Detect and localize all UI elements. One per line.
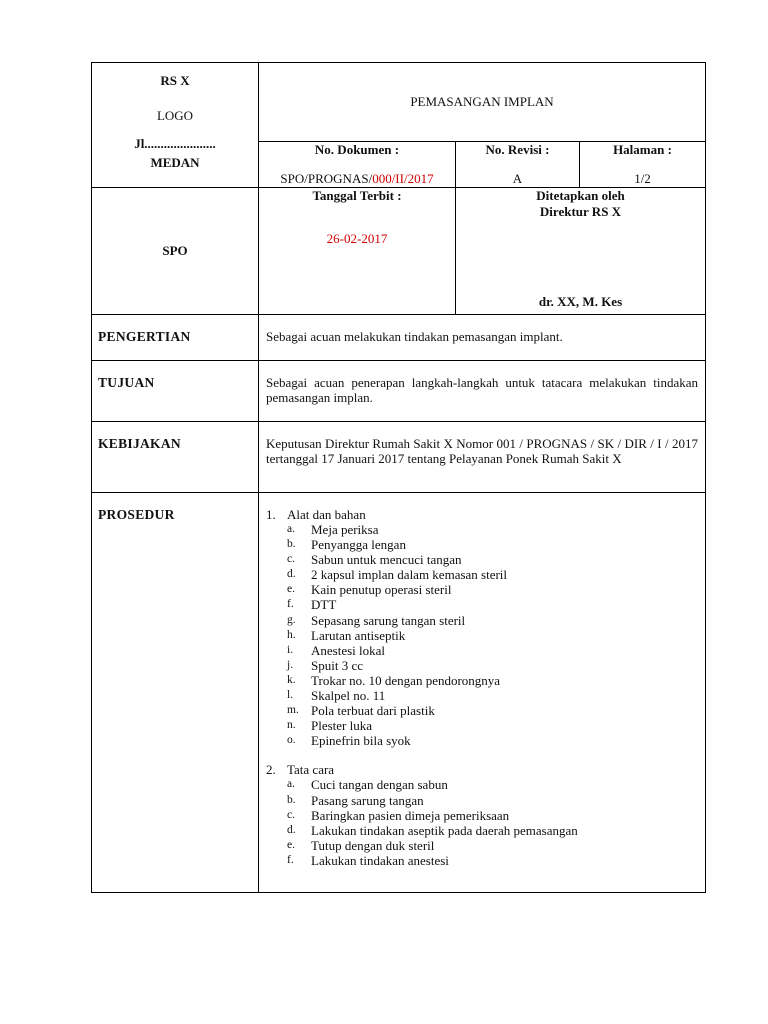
list-item: [287, 673, 698, 688]
item-letter: f.: [287, 853, 294, 866]
item-text: Lakukan tindakan aseptik pada daerah pemasangan: [311, 822, 578, 838]
item-letter: c.: [287, 553, 295, 566]
signer-name: dr. XX, M. Kes: [538, 294, 623, 309]
list-item: [287, 567, 698, 582]
item-letter: k.: [287, 673, 296, 686]
item-letter: d.: [287, 823, 296, 836]
issue-date-value: 26-02-2017: [326, 231, 388, 246]
item-letter: h.: [287, 628, 296, 641]
revision-label: No. Revisi :: [485, 142, 550, 157]
doc-number-cell: [259, 142, 456, 188]
item-text: Baringkan pasien dimeja pemeriksaan: [311, 807, 510, 823]
item-text: Plester luka: [311, 718, 373, 734]
list-item: [287, 537, 698, 552]
doc-number-label: No. Dokumen :: [314, 142, 400, 157]
item-text: Anestesi lokal: [311, 642, 386, 658]
item-text: Cuci tangan dengan sabun: [311, 777, 448, 793]
item-text: Pasang sarung tangan: [311, 792, 424, 808]
item-letter: g.: [287, 613, 296, 626]
list-item: [287, 823, 698, 838]
item-text: Larutan antiseptik: [311, 627, 406, 643]
item-text: DTT: [311, 597, 337, 613]
step-title: Alat dan bahan: [287, 507, 366, 522]
doc-number-value: [259, 171, 455, 187]
item-text: Kain penutup operasi steril: [311, 582, 452, 598]
hospital-city: MEDAN: [150, 155, 200, 170]
item-letter: e.: [287, 838, 295, 851]
list-item: [287, 703, 698, 718]
spo-table: [91, 62, 706, 893]
step-number: 1.: [266, 507, 276, 522]
item-text: Pola terbuat dari plastik: [311, 703, 435, 719]
item-letter: j.: [287, 658, 294, 671]
step-items: [287, 777, 698, 868]
approval-cell: [456, 188, 706, 315]
approver-title: Direktur RS X: [539, 204, 622, 219]
item-text: Sepasang sarung tangan steril: [311, 612, 466, 628]
item-letter: c.: [287, 808, 295, 821]
list-item: [287, 688, 698, 703]
procedure-step: [266, 762, 698, 868]
list-item: [287, 853, 698, 868]
item-text: Tutup dengan duk steril: [311, 837, 435, 853]
item-text: Meja periksa: [311, 522, 379, 537]
step-title: Tata cara: [287, 762, 335, 778]
item-letter: m.: [287, 704, 299, 717]
item-letter: i.: [287, 643, 294, 656]
tujuan-label: TUJUAN: [92, 361, 259, 422]
list-item: [287, 808, 698, 823]
title-cell: [259, 63, 706, 142]
hospital-name: RS X: [160, 73, 190, 88]
issue-date-cell: [259, 188, 456, 315]
list-item: [287, 718, 698, 733]
revision-cell: [456, 142, 580, 188]
page-value: 1/2: [634, 171, 651, 186]
spo-cell: [92, 188, 259, 315]
item-letter: o.: [287, 734, 296, 747]
approved-by: Ditetapkan oleh: [536, 188, 625, 203]
list-item: [287, 777, 698, 792]
procedure-step: [266, 507, 698, 762]
list-item: [287, 522, 698, 537]
item-text: Penyangga lengan: [311, 537, 406, 553]
item-letter: d.: [287, 568, 296, 581]
doc-number-code: 000/II/2017: [372, 171, 434, 186]
hospital-address: Jl......................: [134, 136, 216, 151]
list-item: [287, 658, 698, 673]
item-text: Trokar no. 10 dengan pendorongnya: [311, 672, 501, 688]
item-letter: a.: [287, 778, 295, 791]
spo-label: SPO: [162, 243, 188, 258]
step-spacer: [287, 748, 698, 762]
tujuan-text: Sebagai acuan penerapan langkah-langkah untuk tatacara melakukan tindakan pemasangan implan.: [259, 361, 706, 422]
item-letter: f.: [287, 598, 294, 611]
item-letter: b.: [287, 538, 296, 551]
item-text: Sabun untuk mencuci tangan: [311, 552, 462, 568]
item-text: Spuit 3 cc: [311, 657, 363, 673]
item-text: Lakukan tindakan anestesi: [311, 852, 449, 868]
issue-date-label: Tanggal Terbit :: [312, 188, 402, 203]
prosedur-label: PROSEDUR: [92, 493, 259, 893]
list-item: [287, 643, 698, 658]
item-letter: b.: [287, 793, 296, 806]
kebijakan-label: KEBIJAKAN: [92, 422, 259, 493]
item-letter: e.: [287, 583, 295, 596]
list-item: [287, 552, 698, 567]
pengertian-text: Sebagai acuan melakukan tindakan pemasangan implant.: [259, 315, 706, 361]
list-item: [287, 838, 698, 853]
item-text: 2 kapsul implan dalam kemasan steril: [311, 567, 508, 583]
procedure-steps: [266, 507, 698, 868]
step-number: 2.: [266, 762, 276, 778]
doc-number-prefix: SPO/PROGNAS/: [280, 171, 373, 186]
list-item: [287, 628, 698, 643]
logo-placeholder: LOGO: [156, 108, 194, 123]
hospital-info-cell: [92, 63, 259, 188]
pengertian-label: PENGERTIAN: [92, 315, 259, 361]
revision-value: A: [512, 171, 523, 186]
item-text: Skalpel no. 11: [311, 688, 386, 704]
kebijakan-text: Keputusan Direktur Rumah Sakit X Nomor 001 / PROGNAS / SK / DIR / I / 2017 tertanggal 17 Januari 2017 tentang Pelayanan Ponek Rumah Sakit X: [259, 422, 706, 493]
prosedur-content: [259, 493, 706, 893]
item-letter: a.: [287, 523, 295, 535]
item-letter: l.: [287, 689, 294, 702]
page-cell: [580, 142, 706, 188]
step-items: [287, 522, 698, 748]
page-label: Halaman :: [613, 142, 672, 157]
list-item: [287, 733, 698, 748]
list-item: [287, 582, 698, 597]
item-letter: n.: [287, 719, 296, 732]
list-item: [287, 613, 698, 628]
item-text: Epinefrin bila syok: [311, 733, 411, 749]
list-item: [287, 597, 698, 612]
list-item: [287, 793, 698, 808]
document-title: PEMASANGAN IMPLAN: [410, 94, 554, 109]
